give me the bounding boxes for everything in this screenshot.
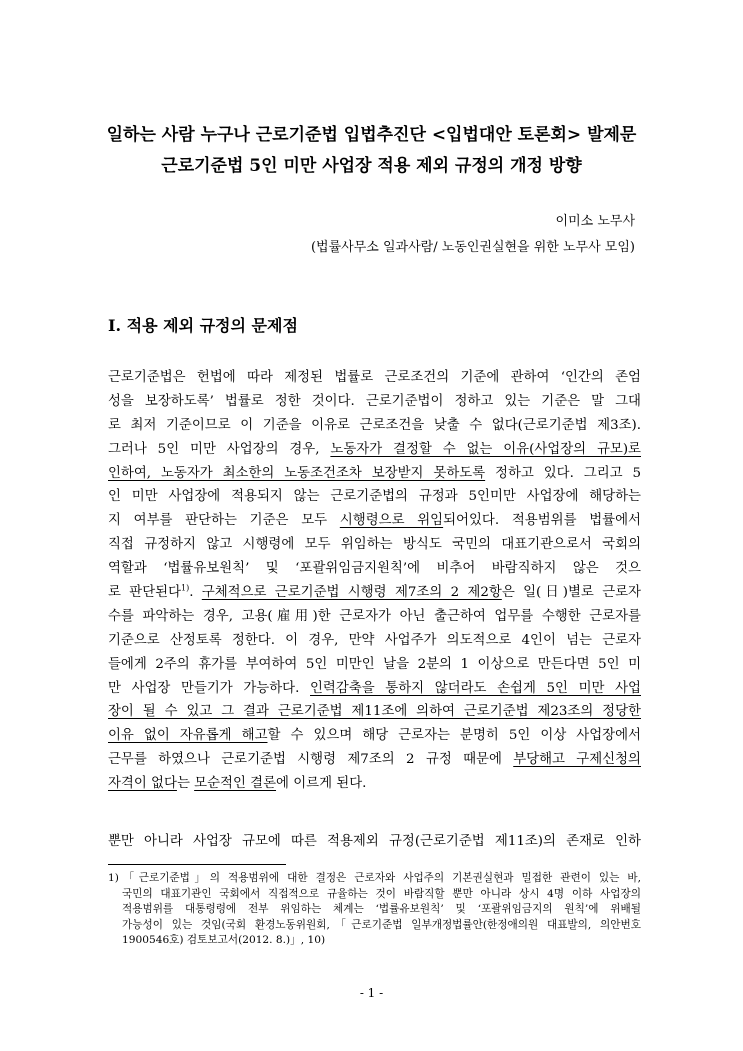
page-number: - 1 - xyxy=(359,986,384,1000)
footnote-line: 국민의 대표기관인 국회에서 직접적으로 규율하는 것이 바람직할 뿐만 아니라 상시 4명 이하 사업장의 xyxy=(122,887,641,900)
underlined-text: 모순적인 결론 xyxy=(194,776,277,792)
document-title-line-1: 일하는 사람 누구나 근로기준법 입법추진단 <입법대안 토론회> 발제문 xyxy=(106,125,637,145)
body-line: 뿐만 아니라 사업장 규모에 따른 적용제외 규정(근로기준법 제11조)의 존재로 인하 xyxy=(108,834,641,849)
body-line: 기준으로 산정토록 정한다. 이 경우, 만약 사업주가 의도적으로 4인이 넘는 근로자 xyxy=(108,632,641,648)
underlined-text: 인하여, 노동자가 최소한의 노동조건조차 보장받지 못하도록 xyxy=(108,465,486,481)
body-line xyxy=(108,700,641,724)
footnote xyxy=(108,871,641,949)
body-text: 할 수 있으며 해당 근로자는 분명히 5인 이상 사업장에서 xyxy=(267,728,641,744)
body-line xyxy=(108,509,641,533)
footnote-line: 1)「근로기준법」의 적용범위에 대한 결정은 근로자와 사업주의 기본권실현과 밀접한 관련이 있는 바, xyxy=(108,872,641,884)
body-line xyxy=(108,438,641,462)
section-heading: Ⅰ. 적용 제외 규정의 문제점 xyxy=(108,316,298,335)
body-text: 로 판단된다 xyxy=(108,585,181,601)
body-line: 직접 규정하지 않고 시행령에 모두 위임하는 방식도 국민의 대표기관으로서 국회의 xyxy=(108,537,641,553)
body-text: . xyxy=(189,585,202,601)
body-paragraph-2 xyxy=(108,830,641,854)
body-line xyxy=(108,581,641,605)
body-text: 되어있다. 적용범위를 법률에서 xyxy=(443,513,641,529)
body-line: 성을 보장하도록’ 법률로 정한 것이다. 근로기준법이 정하고 있는 기준은 말 그대 xyxy=(108,393,641,409)
body-text: 근무를 하였으나 근로기준법 시행령 제7조의 2 규정 때문에 xyxy=(108,752,514,768)
author-name: 이미소 노무사 xyxy=(555,214,635,229)
underlined-text: 자격이 없다 xyxy=(108,776,177,792)
body-line xyxy=(108,462,641,486)
footnote-line: 1900546호) 검토보고서(2012. 8.)」, 10) xyxy=(122,934,326,947)
footnote-reference[interactable]: 1) xyxy=(181,583,190,593)
body-text: 그러나 5인 미만 사업장의 경우, xyxy=(108,441,331,457)
underlined-text: 구체적으로 근로기준법 시행령 제7조의 2 제2항 xyxy=(201,585,502,601)
body-line: 인 미만 사업장에 적용되지 않는 근로기준법의 규정과 5인미만 사업장에 해당하는 xyxy=(108,489,641,505)
footnote-line: 적용범위를 대통령령에 전부 위임하는 체계는 ‘법률유보원칙’ 및 ‘포괄위임금지의 원칙’에 위배될 xyxy=(122,903,641,916)
body-text: 지 여부를 판단하는 기준은 모두 xyxy=(108,513,340,529)
underlined-text: 부당해고 구제신청의 xyxy=(513,752,641,768)
body-text: 는 xyxy=(176,776,195,792)
body-line: 들에게 2주의 휴가를 부여하여 5인 미만인 날을 2분의 1 이상으로 만든다면 5인 미 xyxy=(108,656,641,672)
underlined-text: 시행령으로 위임 xyxy=(339,513,444,529)
body-line: 근로기준법은 헌법에 따라 제정된 법률로 근로조건의 기준에 관하여 ‘인간의 존엄 xyxy=(108,370,641,385)
body-line xyxy=(108,748,641,772)
body-line: 로 최저 기준이므로 이 기준을 이유로 근로조건을 낮출 수 없다(근로기준법 제3조). xyxy=(108,417,641,433)
body-line: 역할과 ‘법률유보원칙’ 및 ‘포괄위임금지원칙’에 비추어 바람직하지 않은 것으 xyxy=(108,561,641,577)
body-line xyxy=(108,724,641,748)
document-title-line-2: 근로기준법 5인 미만 사업장 적용 제외 규정의 개정 방향 xyxy=(161,156,582,176)
body-text: 은 일(日)별로 근로자 xyxy=(501,585,641,601)
body-line xyxy=(108,772,641,796)
footnote-line: 가능성이 있는 것임(국회 환경노동위원회,「근로기준법 일부개정법률안(한정애의원 대표발의, 의안번호 xyxy=(122,918,641,931)
body-line: 수를 파악하는 경우, 고용(雇用)한 근로자가 아닌 출근하여 업무를 수행한 근로자를 xyxy=(108,608,641,624)
underlined-text: 장이 될 수 있고 그 결과 근로기준법 제11조에 의하여 근로기준법 제23조의 정당한 xyxy=(108,704,641,720)
author-affiliation: (법률사무소 일과사람/ 노동인권실현을 위한 노무사 모임) xyxy=(310,240,635,255)
body-text: 만 사업장 만들기가 가능하다. xyxy=(108,680,310,696)
underlined-text: 노동자가 결정할 수 없는 이유(사업장의 규모)로 xyxy=(330,441,641,457)
body-text: 정하고 있다. 그리고 5 xyxy=(485,465,641,481)
body-text: 에 이르게 된다. xyxy=(276,776,367,792)
underlined-text: 이유 없이 자유롭게 해고 xyxy=(108,728,268,744)
underlined-text: 인력감축을 통하지 않더라도 손쉽게 5인 미만 사업 xyxy=(310,680,641,696)
footnote-divider xyxy=(108,864,286,865)
body-paragraph-1 xyxy=(108,366,641,796)
body-line xyxy=(108,677,641,701)
